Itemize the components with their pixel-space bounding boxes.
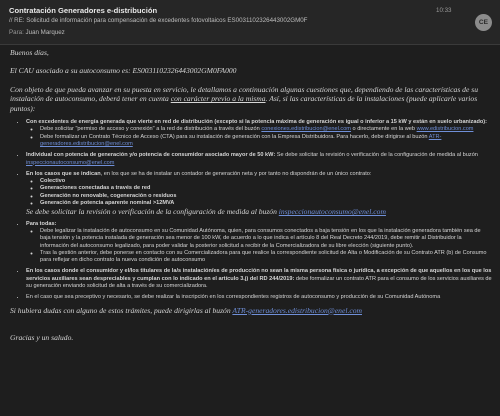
list-item: ◦ Generaciones conectadas a través de red [40, 185, 492, 192]
list-item: ◦ Debe legalizar la instalación de autoconsumo en su Comunidad Autónoma, quien, para consumos conectados a baja tensión en los que la instalación generadora también sea de baja tensión y la potencia instalada de generación sea menor de 100 kW, de acuerdo a lo que indica el artículo 8 del Real Decreto 244/2019, debe remitir al Distribuidor la información del autoconsumo legalizado, para poder validar la posterior solicitud a recibir de la Comercializadora de su libre elección (siguiente punto). [40, 228, 492, 250]
email-header [0, 0, 500, 45]
recipient-name[interactable]: Juan Marquez [25, 29, 65, 36]
medida-note: Se debe solicitar la revisión o verificación de la configuración de medida al buzón inspeccionautoconsumo@enel.com [26, 207, 386, 217]
email-link-doubts[interactable]: ATR-generadores.edistribucion@enel.com [232, 305, 362, 315]
list-item-individual: • Individual con potencia de generación y/o potencia de consumidor asociado mayor de 50 kW: Se debe solicitar la revisión o verificación de la configuración de medida al buzón inspeccionautoconsumo@enel.com [26, 152, 492, 167]
sender-avatar[interactable]: CE [475, 14, 492, 31]
list-item-todas: • Para todas: ◦ Debe legalizar la instalación de autoconsumo en su Comunidad Autónoma, quien, para consumos conectados a baja tensión en los que la instalación generadora también sea de baja tensión y la potencia instalada de generación sea menor de 100 kW, de acuerdo a lo que indica el artículo 8 del Real Decreto 244/2019, debe remitir al Distribuidor la información del autoconsumo legalizado, para poder validar la posterior solicitud a recibir de la Comercializadora de su libre elección (siguiente punto). ◦ Tras la gestión anterior, debe ponerse en contacto con su Comercializadora para que realice la correspondiente solicitud de Alta o Modificación de su Contrato ATR (b) de Consumo para reflejar en dicho contrato la nueva condición de autoconsumo [26, 221, 492, 265]
list-item-inscripcion: • En el caso que sea preceptivo y necesario, se debe realizar la inscripción en los correspondientes registros de autoconsumo y producción de su Comunidad Autónoma [26, 294, 492, 301]
context-underlined: con carácter previo a la misma [170, 94, 266, 104]
list-item: ◦ Generación de potencia aparente nominal >12MVA [40, 200, 492, 207]
email-link-inspeccion-2[interactable]: inspeccionautoconsumo@enel.com [278, 207, 386, 217]
list-item: ◦ Colectivo [40, 178, 492, 185]
cau-intro: El CAU asociado a su autoconsumo es: ES0031102326443002GM0FA000 [10, 66, 237, 76]
email-time: 10:33 [436, 7, 452, 14]
email-body [10, 48, 492, 342]
email-link-atr-generadores[interactable]: ATR-generadores.edistribucion@enel.com [40, 133, 442, 147]
list-item-casos: • En los casos que se indican, en los que se ha de instalar un contador de generación neta y por tanto no dispondrán de un único contrato: ◦ Colectivo ◦ Generaciones conectadas a través de red ◦ Generación no renovable, cogeneración o residuos ◦ Generación de potencia aparente nominal >12MVA Se debe solicitar la revisión o verificación de la configuración de medida al buzón inspeccionautoconsumo@enel.com [26, 171, 492, 217]
email-subject: // RE: Solicitud de información para compensación de excedentes fotovoltaicos ES0031102326443002GM0F [9, 17, 308, 24]
greeting: Buenos días, [10, 48, 49, 57]
recipient-label: Para: [9, 29, 24, 36]
list-item: ◦ Generación no renovable, cogeneración o residuos [40, 193, 492, 200]
doubts-paragraph: Si hubiera dudas con alguno de estos trámites, puede dirigirlas al buzón ATR-generadores.edistribucion@enel.com [10, 305, 362, 315]
list-item: ◦ Tras la gestión anterior, debe ponerse en contacto con su Comercializadora para que realice la correspondiente solicitud de Alta o Modificación de su Contrato ATR (b) de Consumo para reflejar en dicho contrato la nueva condición de autoconsumo [40, 250, 492, 265]
email-link-inspeccion[interactable]: inspeccionautoconsumo@enel.com [26, 159, 115, 166]
email-link-conexiones[interactable]: conexiones.edistribucion@enel.com [261, 126, 351, 133]
list-item: ◦ Debe solicitar "permiso de acceso y conexión" a la red de distribución a través del buzón conexiones.edistribucion@enel.com o directamente en la web www.edistribucion.com [40, 126, 492, 133]
list-item: ◦ Debe formalizar un Contrato Técnico de Acceso (CTA) para su instalación de generación con la Empresa Distribuidora. Para hacerlo, debe dirigirse al buzón ATR-generadores.edistribucion@enel.com [40, 134, 492, 149]
conditions-list [10, 119, 492, 302]
list-item-excedentes: • Con excedentes de energía generada que vierte en red de distribución (excepto si la potencia máxima de generación es igual o inferior a 15 kW y están en suelo urbanizado): ◦ Debe solicitar "permiso de acceso y conexión" a la red de distribución a través del buzón conexiones.edistribucion@enel.com o directamente en la web www.edistribucion.com ◦ Debe formalizar un Contrato Técnico de Acceso (CTA) para su instalación de generación con la Empresa Distribuidora. Para hacerlo, debe dirigirse al buzón ATR-generadores.edistribucion@enel.com [26, 119, 492, 148]
recipient-line [9, 29, 65, 36]
sender-name: Contratación Generadores e-distribución [9, 6, 158, 15]
closing: Gracias y un saludo. [10, 333, 74, 343]
context-paragraph: Con objeto de que pueda avanzar en su puesta en servicio, le detallamos a continuación algunas cuestiones que, dependiendo de las características de su instalación de autoconsumo, deberá tener en cuenta con carácter previo a la misma. Así, si las características de la instalaciones (puede aplicarle varios puntos): [10, 84, 478, 113]
list-item-consumidor: • En los casos donde el consumidor y el/los titulares de la/s instalación/es de producción no sean la misma persona física o jurídica, a excepción de que aquellos en los que los servicios auxiliares sean despreciables y cumplan con lo indicado en el artículo 3.j) del RD 244/2019: debe formalizar un contrato ATR para el consumo de los servicios auxiliares de su generación enviando solicitud de alta a través de su comercializadora. [26, 268, 492, 290]
web-link-edistribucion[interactable]: www.edistribucion.com [416, 126, 474, 133]
